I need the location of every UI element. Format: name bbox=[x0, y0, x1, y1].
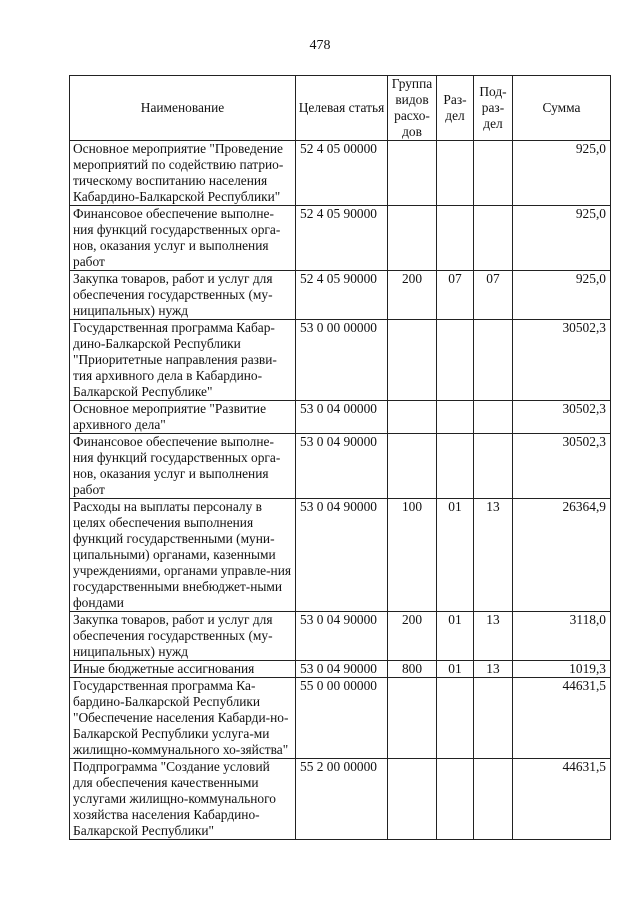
header-group: Группа видов расхо-дов bbox=[388, 76, 437, 141]
cell-code: 53 0 04 90000 bbox=[296, 434, 388, 499]
header-subsection: Под-раз-дел bbox=[474, 76, 513, 141]
table-row bbox=[70, 401, 611, 434]
table-row bbox=[70, 434, 611, 499]
cell-group bbox=[388, 320, 437, 401]
cell-sum: 44631,5 bbox=[513, 759, 611, 840]
cell-group bbox=[388, 401, 437, 434]
cell-sum: 30502,3 bbox=[513, 401, 611, 434]
cell-sum: 30502,3 bbox=[513, 434, 611, 499]
cell-section bbox=[437, 434, 474, 499]
cell-subsection bbox=[474, 206, 513, 271]
cell-code: 53 0 04 00000 bbox=[296, 401, 388, 434]
header-section: Раз-дел bbox=[437, 76, 474, 141]
cell-code: 53 0 04 90000 bbox=[296, 612, 388, 661]
cell-subsection: 13 bbox=[474, 612, 513, 661]
cell-code: 53 0 00 00000 bbox=[296, 320, 388, 401]
cell-sum: 1019,3 bbox=[513, 661, 611, 678]
cell-group: 100 bbox=[388, 499, 437, 612]
cell-group bbox=[388, 678, 437, 759]
cell-section bbox=[437, 401, 474, 434]
cell-section: 01 bbox=[437, 612, 474, 661]
cell-name: Расходы на выплаты персоналу в целях обеспечения выполнения функций государственными (муни-ципальными) органами, казенными учреждениями, органами управле-ния государственными внебюджет-ными фондами bbox=[70, 499, 296, 612]
cell-subsection bbox=[474, 759, 513, 840]
cell-name: Основное мероприятие "Развитие архивного дела" bbox=[70, 401, 296, 434]
cell-code: 55 2 00 00000 bbox=[296, 759, 388, 840]
page-number: 478 bbox=[309, 38, 331, 53]
table-row bbox=[70, 271, 611, 320]
cell-subsection: 13 bbox=[474, 661, 513, 678]
cell-code: 53 0 04 90000 bbox=[296, 661, 388, 678]
cell-section: 07 bbox=[437, 271, 474, 320]
cell-subsection: 13 bbox=[474, 499, 513, 612]
cell-sum: 26364,9 bbox=[513, 499, 611, 612]
table-row bbox=[70, 678, 611, 759]
header-code: Целевая статья bbox=[296, 76, 388, 141]
table-header-row bbox=[70, 76, 611, 141]
cell-sum: 925,0 bbox=[513, 271, 611, 320]
cell-section bbox=[437, 141, 474, 206]
cell-code: 52 4 05 00000 bbox=[296, 141, 388, 206]
cell-name: Основное мероприятие "Проведение мероприятий по содействию патрио-тическому воспитанию населения Кабардино-Балкарской Республики" bbox=[70, 141, 296, 206]
cell-name: Государственная программа Ка-бардино-Балкарской Республики "Обеспечение населения Кабарди-но-Балкарской Республики услуга-ми жилищно-коммунального хо-зяйства" bbox=[70, 678, 296, 759]
cell-name: Закупка товаров, работ и услуг для обеспечения государственных (му-ниципальных) нужд bbox=[70, 612, 296, 661]
cell-code: 55 0 00 00000 bbox=[296, 678, 388, 759]
cell-section: 01 bbox=[437, 661, 474, 678]
cell-section bbox=[437, 320, 474, 401]
cell-code: 52 4 05 90000 bbox=[296, 271, 388, 320]
cell-subsection bbox=[474, 434, 513, 499]
cell-name: Подпрограмма "Создание условий для обеспечения качественными услугами жилищно-коммунального хозяйства населения Кабардино-Балкарской Республики" bbox=[70, 759, 296, 840]
header-sum: Сумма bbox=[513, 76, 611, 141]
cell-sum: 30502,3 bbox=[513, 320, 611, 401]
cell-code: 53 0 04 90000 bbox=[296, 499, 388, 612]
cell-group: 200 bbox=[388, 612, 437, 661]
cell-name: Финансовое обеспечение выполне-ния функций государственных орга-нов, оказания услуг и выполнения работ bbox=[70, 434, 296, 499]
cell-sum: 3118,0 bbox=[513, 612, 611, 661]
table-row bbox=[70, 141, 611, 206]
table-row bbox=[70, 320, 611, 401]
cell-group bbox=[388, 434, 437, 499]
cell-group: 800 bbox=[388, 661, 437, 678]
header-name: Наименование bbox=[70, 76, 296, 141]
cell-sum: 925,0 bbox=[513, 206, 611, 271]
cell-subsection bbox=[474, 678, 513, 759]
budget-table bbox=[69, 75, 611, 840]
table-row bbox=[70, 661, 611, 678]
cell-subsection bbox=[474, 401, 513, 434]
table-row bbox=[70, 206, 611, 271]
table-row bbox=[70, 759, 611, 840]
table-row bbox=[70, 612, 611, 661]
cell-subsection bbox=[474, 320, 513, 401]
cell-group bbox=[388, 759, 437, 840]
cell-name: Финансовое обеспечение выполне-ния функций государственных орга-нов, оказания услуг и выполнения работ bbox=[70, 206, 296, 271]
cell-section bbox=[437, 759, 474, 840]
cell-group: 200 bbox=[388, 271, 437, 320]
cell-section bbox=[437, 206, 474, 271]
cell-group bbox=[388, 141, 437, 206]
cell-subsection: 07 bbox=[474, 271, 513, 320]
cell-subsection bbox=[474, 141, 513, 206]
table-row bbox=[70, 499, 611, 612]
cell-name: Закупка товаров, работ и услуг для обеспечения государственных (му-ниципальных) нужд bbox=[70, 271, 296, 320]
cell-section bbox=[437, 678, 474, 759]
cell-sum: 44631,5 bbox=[513, 678, 611, 759]
cell-sum: 925,0 bbox=[513, 141, 611, 206]
cell-group bbox=[388, 206, 437, 271]
cell-code: 52 4 05 90000 bbox=[296, 206, 388, 271]
cell-name: Государственная программа Кабар-дино-Балкарской Республики "Приоритетные направления разви-тия архивного дела в Кабардино-Балкарской Республике" bbox=[70, 320, 296, 401]
cell-section: 01 bbox=[437, 499, 474, 612]
table-body bbox=[70, 141, 611, 840]
cell-name: Иные бюджетные ассигнования bbox=[70, 661, 296, 678]
